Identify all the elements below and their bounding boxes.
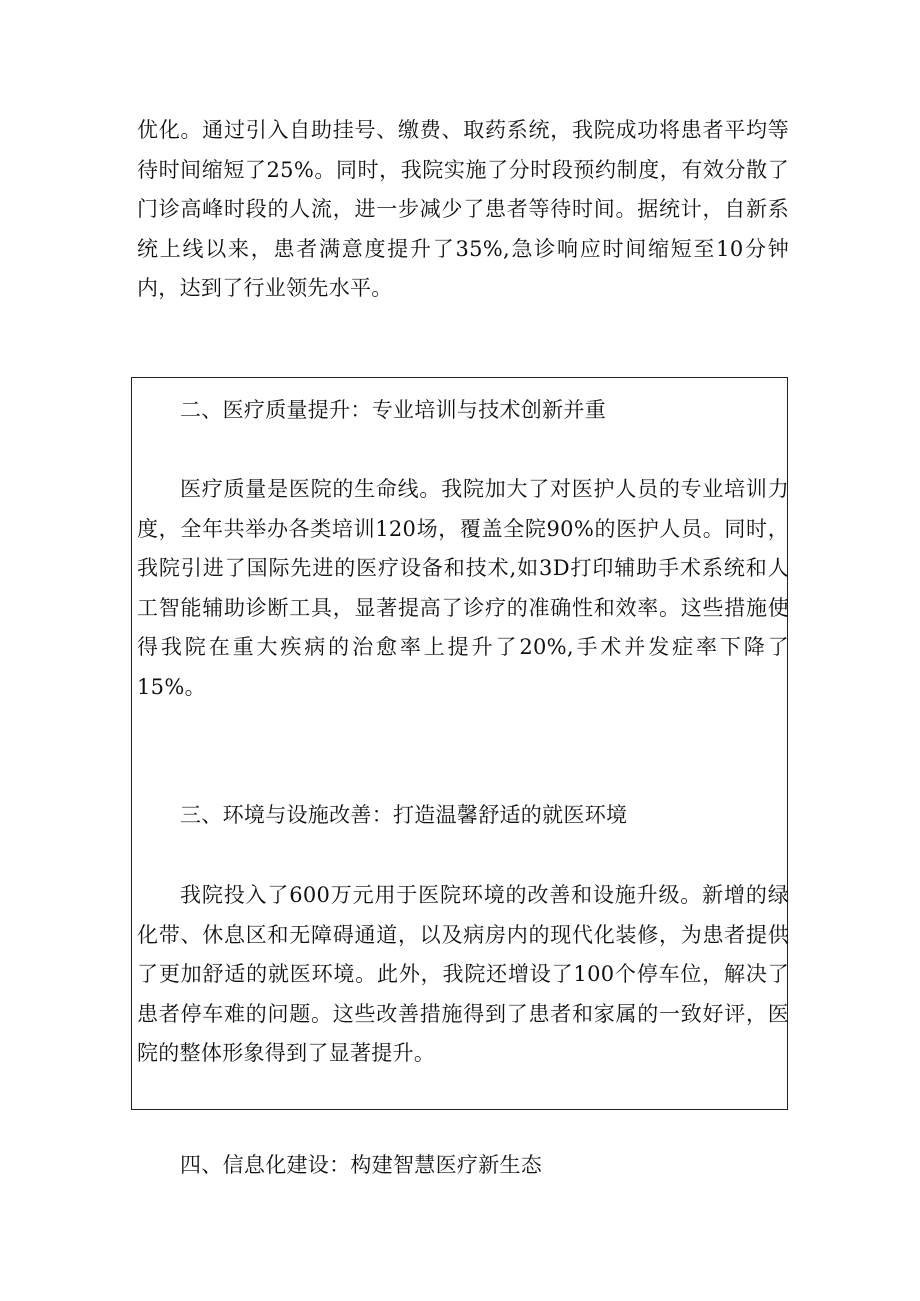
section-3-heading: 三、环境与设施改善：打造温馨舒适的就医环境 bbox=[180, 803, 628, 827]
intro-paragraph: 优化。通过引入自助挂号、缴费、取药系统，我院成功将患者平均等待时间缩短了25%。同时，我院实施了分时段预约制度，有效分散了门诊高峰时段的人流，进一步减少了患者等待时间。据统计，自新系统上线以来，患者满意度提升了35%,急诊响应时间缩短至10分钟内，达到了行业领先水平。 bbox=[137, 118, 789, 300]
section-2-heading: 二、医疗质量提升：专业培训与技术创新并重 bbox=[180, 398, 606, 422]
section-2-body: 医疗质量是医院的生命线。我院加大了对医护人员的专业培训力度，全年共举办各类培训120场，覆盖全院90%的医护人员。同时，我院引进了国际先进的医疗设备和技术,如3D打印辅助手术系统和人工智能辅助诊断工具，显著提高了诊疗的准确性和效率。这些措施使得我院在重大疾病的治愈率上提升了20%,手术并发症率下降了15%。 bbox=[137, 477, 789, 699]
section-4-heading: 四、信息化建设：构建智慧医疗新生态 bbox=[180, 1153, 543, 1177]
section-3-body: 我院投入了600万元用于医院环境的改善和设施升级。新增的绿化带、休息区和无障碍通道，以及病房内的现代化装修，为患者提供了更加舒适的就医环境。此外，我院还增设了100个停车位，解决了患者停车难的问题。这些改善措施得到了患者和家属的一致好评，医院的整体形象得到了显著提升。 bbox=[137, 883, 789, 1065]
